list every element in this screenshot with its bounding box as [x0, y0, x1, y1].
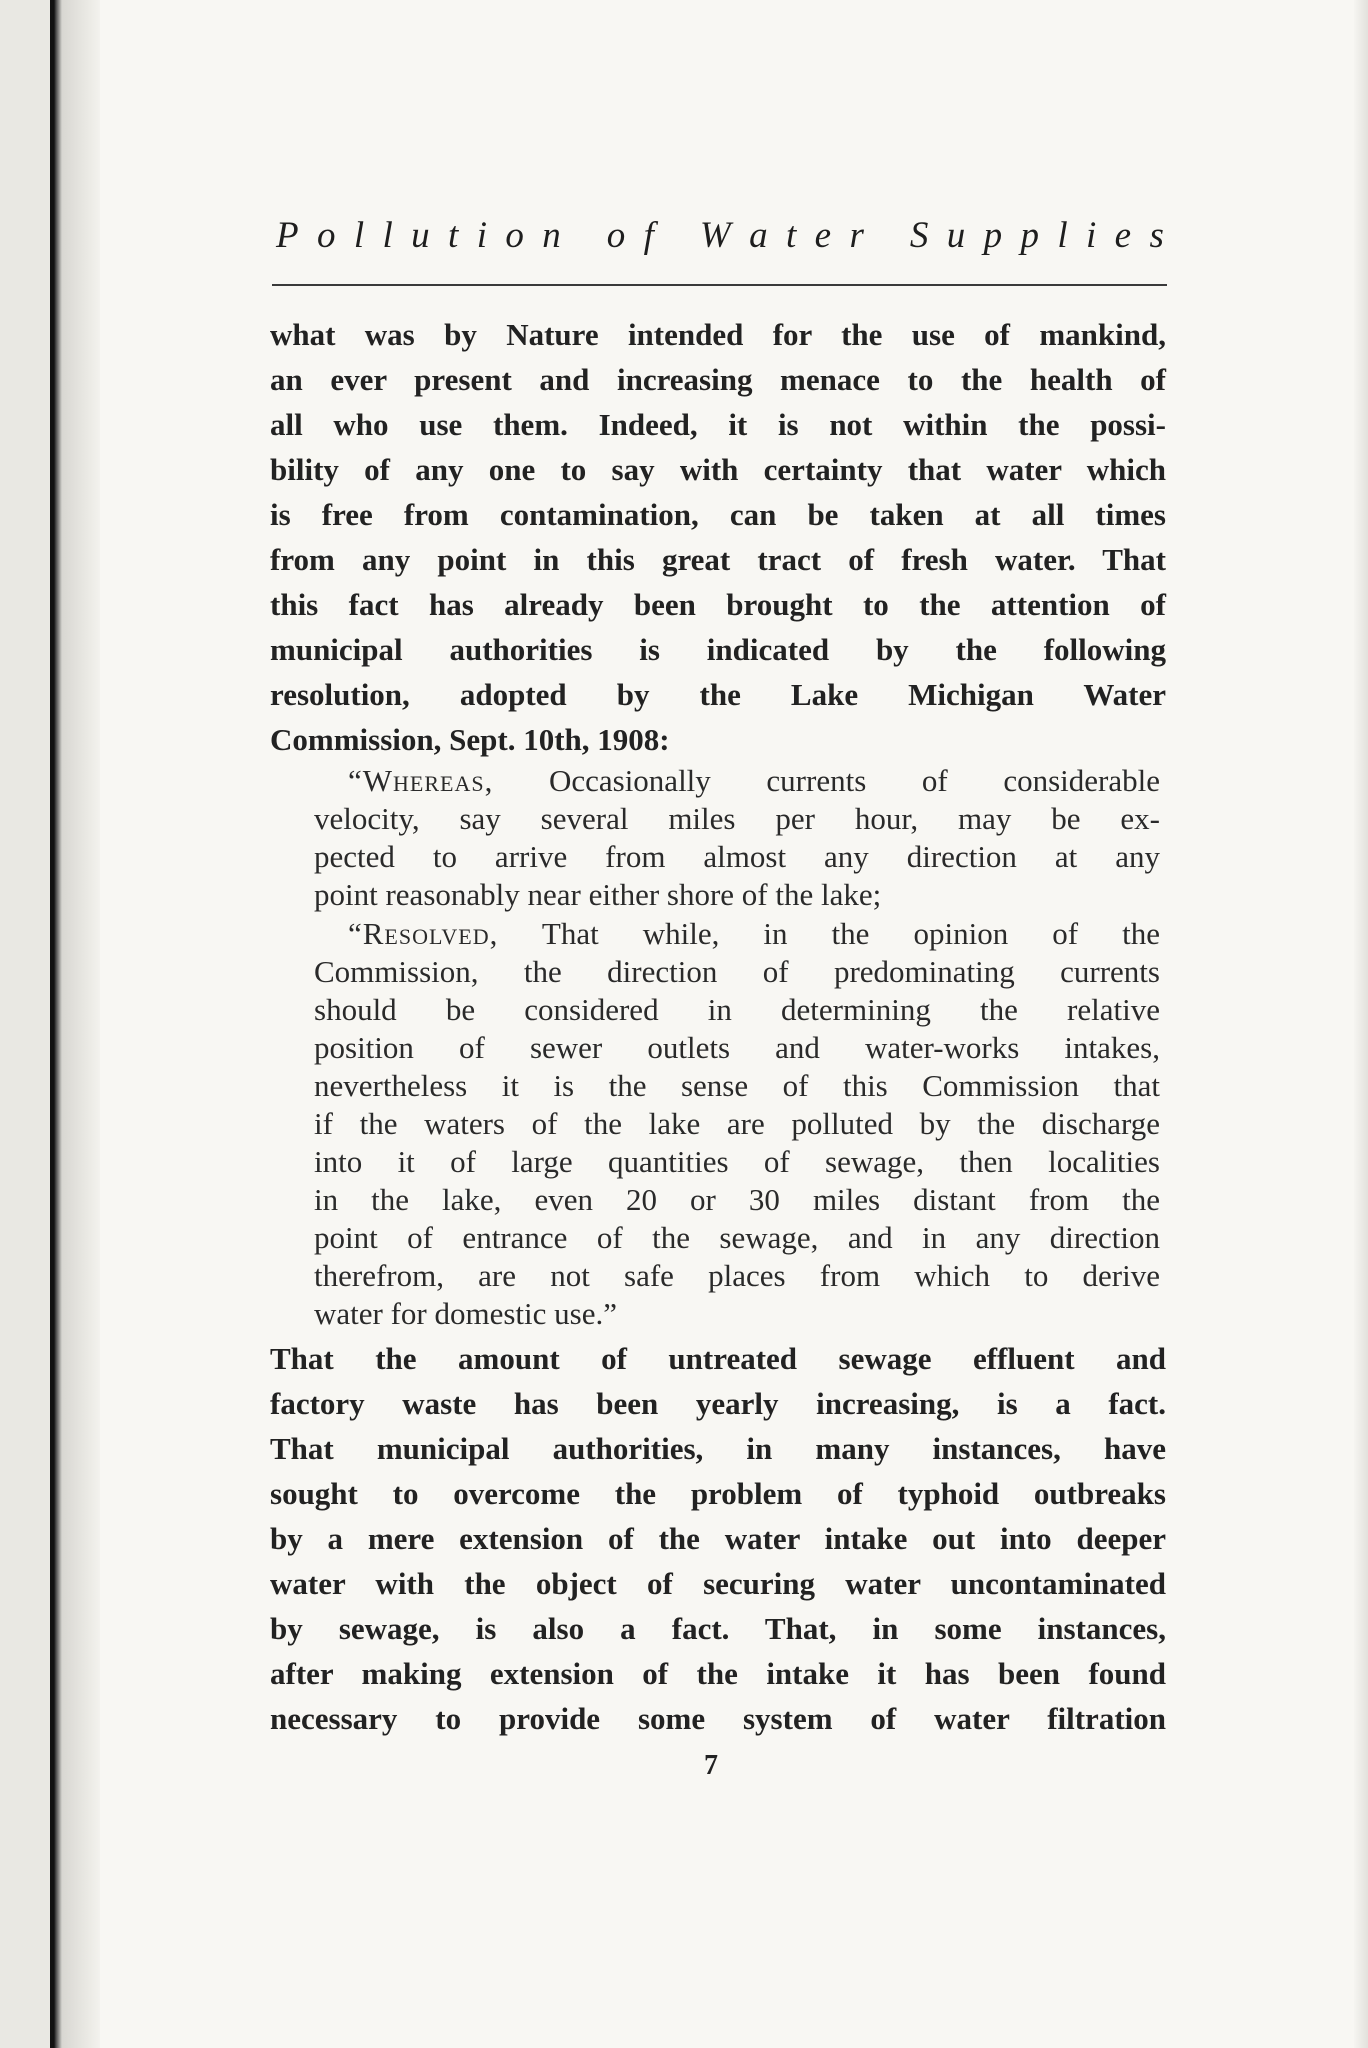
running-head-letter: f: [643, 215, 654, 256]
quote-line: [314, 915, 1160, 953]
quote-line: nevertheless it is the sense of this Commission that: [314, 1068, 1160, 1103]
running-head-letter: s: [1149, 215, 1164, 256]
running-head-letter: e: [1114, 215, 1132, 256]
text-line: an ever present and increasing menace to the health of: [270, 362, 1166, 397]
running-head-letter: i: [476, 215, 487, 256]
running-head-letter: S: [909, 215, 929, 256]
running-head-letter: l: [1057, 215, 1068, 256]
running-head-letter: i: [1086, 215, 1097, 256]
paragraph-1: [270, 312, 1166, 762]
quote-line: into it of large quantities of sewage, then localities: [314, 1144, 1160, 1179]
text-line: resolution, adopted by the Lake Michigan Water: [270, 677, 1166, 712]
quote-line: if the waters of the lake are polluted by the discharge: [314, 1106, 1160, 1141]
quote-line: water for domestic use.”: [314, 1296, 617, 1331]
resolved-lead: “Resolved,: [348, 916, 499, 951]
page-gutter-edge: [50, 0, 100, 2048]
whereas-lead: “Whereas,: [348, 763, 494, 798]
quote-line: should be considered in determining the relative: [314, 992, 1160, 1027]
quote-line: [314, 762, 1160, 800]
running-head-rule: [272, 284, 1167, 286]
running-head-letter: W: [699, 215, 731, 256]
running-head-letter: r: [849, 215, 864, 256]
text-line: necessary to provide some system of water filtration: [270, 1701, 1166, 1736]
quote-line-text: Occasionally currents of considerable: [493, 763, 1160, 798]
quote-line: Commission, the direction of predominating currents: [314, 954, 1160, 989]
text-line: That municipal authorities, in many instances, have: [270, 1431, 1166, 1466]
quote-line: pected to arrive from almost any direction at any: [314, 839, 1160, 874]
running-head-letter: [672, 214, 681, 257]
text-line: sought to overcome the problem of typhoid outbreaks: [270, 1476, 1166, 1511]
quote-line: point reasonably near either shore of the lake;: [314, 877, 882, 912]
quote-line: therefrom, are not safe places from which to derive: [314, 1258, 1160, 1293]
running-head-letter: t: [448, 215, 459, 256]
text-line: after making extension of the intake it has been found: [270, 1656, 1166, 1691]
running-head-letter: l: [382, 215, 393, 256]
running-head-letter: l: [353, 215, 365, 256]
running-head-letter: a: [749, 215, 768, 256]
running-head-letter: p: [1020, 215, 1039, 256]
text-line: municipal authorities is indicated by the following: [270, 632, 1166, 667]
resolution-whereas: [314, 762, 1160, 914]
running-head-letter: n: [542, 215, 561, 256]
running-head: [276, 214, 1164, 257]
quote-line: position of sewer outlets and water-works intakes,: [314, 1030, 1160, 1065]
running-head-letter: p: [983, 215, 1003, 256]
text-line: from any point in this great tract of fresh water. That: [270, 542, 1166, 577]
text-line: all who use them. Indeed, it is not within the possi-: [270, 407, 1166, 442]
text-line: by sewage, is also a fact. That, in some instances,: [270, 1611, 1166, 1646]
paragraph-2: [270, 1336, 1166, 1741]
book-page: [50, 0, 1368, 2048]
text-line: what was by Nature intended for the use of mankind,: [270, 317, 1166, 352]
text-line: is free from contamination, can be taken at all times: [270, 497, 1166, 532]
running-head-letter: o: [505, 215, 524, 256]
running-head-letter: P: [276, 215, 299, 256]
text-line: bility of any one to say with certainty that water which: [270, 452, 1166, 487]
running-head-letter: e: [814, 215, 832, 256]
running-head-letter: [882, 214, 891, 257]
page-right-edge: [1354, 0, 1368, 2048]
running-head-letter: o: [606, 215, 626, 256]
resolution-resolved: [314, 915, 1160, 1333]
running-head-letter: [579, 214, 588, 257]
text-line: factory waste has been yearly increasing, is a fact.: [270, 1386, 1166, 1421]
text-line: this fact has already been brought to the attention of: [270, 587, 1166, 622]
quote-line: in the lake, even 20 or 30 miles distant from the: [314, 1182, 1160, 1217]
running-head-letter: t: [785, 215, 797, 256]
quote-line: velocity, say several miles per hour, may be ex-: [314, 801, 1160, 836]
running-head-letter: o: [316, 215, 336, 256]
text-line: Commission, Sept. 10th, 1908:: [270, 722, 670, 757]
quote-line: point of entrance of the sewage, and in any direction: [314, 1220, 1160, 1255]
running-head-letter: u: [946, 215, 966, 256]
quote-line-text: That while, in the opinion of the: [498, 916, 1160, 951]
text-line: by a mere extension of the water intake out into deeper: [270, 1521, 1166, 1556]
text-line: water with the object of securing water uncontaminated: [270, 1566, 1166, 1601]
text-line: That the amount of untreated sewage effluent and: [270, 1341, 1166, 1376]
running-head-letter: u: [411, 215, 430, 256]
page-number: 7: [704, 1750, 718, 1781]
